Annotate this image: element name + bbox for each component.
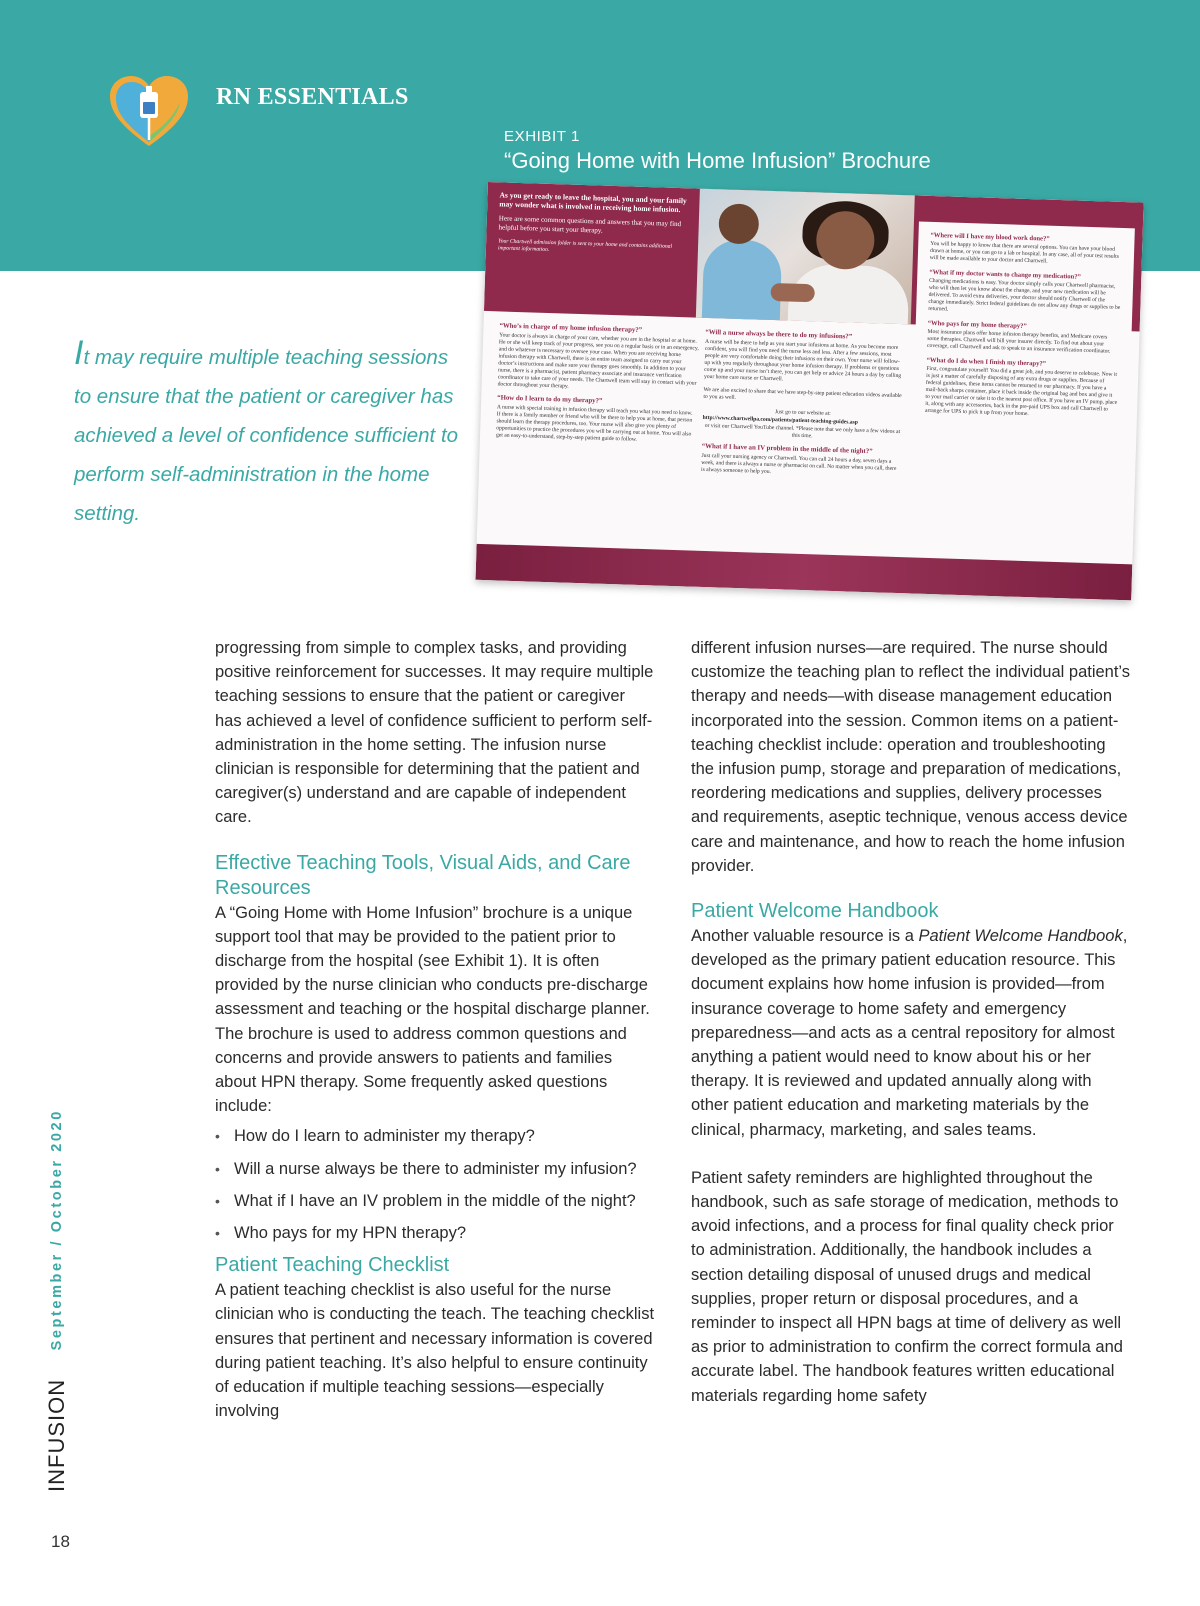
brochure-answer: Just call your nursing agency or Chartwell. You can call 24 hours a day, seven days a week, and there is always a nurse or pharmacist on call. No matter when you call, there is always someone to help you. (700, 452, 897, 476)
body-paragraph (691, 924, 1131, 1142)
list-item: • Who pays for my HPN therapy? (215, 1224, 466, 1243)
body-text: Another valuable resource is a (691, 927, 919, 946)
brochure-answer: You will be happy to know that there are several options. You can have your blood drawn at home, or you can go to a lab or hospital. In any case, all of your test results will be made available to your doctor and Chartwell. (929, 240, 1119, 265)
brochure-answer: Your doctor is always in charge of your care, whether you are in the hospital or at home. He or she will keep track of your progress, see you on a regular basis or in an emergency, and do whatever is necessary to oversee your case. When you are receiving home infusion therapy with Chartwell, there is an entire team assigned to carry out your doctor’s instructions and make sure your therapy goes smoothly. In addition to your nurse, there is a pharmacist, patient pharmacy associate and insurance verification coordinator to take care of your needs. The Chartwell team will stay in contact with your doctor throughout your therapy. (497, 332, 699, 390)
brochure-question: “How do I learn to do my therapy?” (497, 394, 603, 405)
brochure-answer: We are also excited to share that we have step-by-step patient education videos available to you as well. (703, 386, 902, 401)
brochure-question: “What if I have an IV problem in the middle of the night?” (701, 442, 873, 456)
brochure-intro (498, 190, 688, 264)
brochure-intro-text: Here are some common questions and answers that you may find helpful before you start your therapy. (498, 214, 682, 235)
exhibit-title: “Going Home with Home Infusion” Brochure (504, 148, 931, 173)
right-column (691, 636, 1131, 1408)
brochure-answer: First, congratulate yourself! You did a great job, and you deserve to celebrate. Now it is just a matter of carefully disposing of any extra drugs or supplies. Because of federal guidelines, these items cannot be returned to our pharmacy. If you have a mail-back sharps container, place it back inside the original bag and box and give it to your mail carrier or take it to the nearest post office. If you have an IV pump, place it, along with any accessories, back in the pre-paid UPS box and call Chartwell to arrange for UPS to pick it up from your home. (924, 365, 1118, 418)
brochure-col-2 (701, 327, 906, 486)
list-item-text: Will a nurse always be there to administer my infusion? (234, 1159, 637, 1178)
body-paragraph: different infusion nurses—are required. The nurse should customize the teaching plan to reflect the individual patient’s therapy and needs—with disease management education incorporated into the session. Common items on a patient-teaching checklist include: operation and troubleshooting the infusion pump, storage and preparation of medications, reordering medications and supplies, delivery processes and requirements, aseptic technique, venous access device care and maintenance, and how to reach the home infusion provider. (691, 639, 1131, 875)
brochure-question: “Where will I have my blood work done?” (930, 231, 1050, 243)
publication-title: Patient Welcome Handbook (918, 927, 1123, 946)
exhibit-label: EXHIBIT 1 (504, 128, 580, 145)
section-heading: Patient Teaching Checklist (215, 1254, 450, 1277)
brochure-question: “What do I do when I finish my therapy?” (926, 356, 1047, 368)
brochure-question: “Who pays for my home therapy?” (927, 319, 1027, 330)
section-heading: Patient Welcome Handbook (691, 900, 939, 923)
body-paragraph: A patient teaching checklist is also useful for the nurse clinician who is conducting the teach. The teaching checklist ensures that pertinent and necessary information is covered during patient teaching. It’s also helpful to ensure continuity of education if multiple teaching sessions—especially involving (215, 1281, 655, 1421)
brochure-question: “What if my doctor wants to change my medication?” (929, 268, 1081, 281)
faq-list (215, 1124, 655, 1245)
brochure-footer-bar (475, 544, 1132, 601)
pull-quote-initial: I (74, 334, 84, 372)
brochure-photo (696, 189, 915, 325)
body-paragraph: A “Going Home with Home Infusion” brochure is a unique support tool that may be provided to the patient prior to discharge from the hospital (see Exhibit 1). It is often provided by the nurse clinician who conducts pre-discharge assessment and teaching or the hospital discharge planner. The brochure is used to address common questions and concerns and provide answers to patients and families about HPN therapy. Some frequently asked questions include: (215, 903, 650, 1116)
brochure-intro-text: As you get ready to leave the hospital, you and your family may wonder what is involved in receiving home infusion. (499, 190, 687, 215)
list-item-text: Who pays for my HPN therapy? (234, 1224, 466, 1243)
brochure-answer: Changing medications is easy. Your doctor simply calls your Chartwell pharmacist, who will then let you know about the change, and your new medication will be delivered. To avoid extra deliveries, your doctor should notify Chartwell of the change immediately. Strict federal guidelines do not allow any drugs or supplies to be returned. (928, 277, 1121, 313)
brochure-col-1 (496, 320, 700, 451)
body-paragraph: Patient safety reminders are highlighted throughout the handbook, such as safe storage of medication, methods to avoid infections, and a process for final quality check prior to administration. Additionally, the handbook includes a section detailing disposal of unused drugs and medical supplies, proper return or disposal procedures, and a reminder to inspect all HPN bags at time of delivery as well as prior to administration to confirm the correct formula and accurate label. The handbook features written educational materials regarding home safety (691, 1168, 1123, 1405)
list-item: • What if I have an IV problem in the middle of the night? (215, 1191, 636, 1210)
body-paragraph: progressing from simple to complex tasks, and providing positive reinforcement for successes. It may require multiple teaching sessions to ensure that the patient or caregiver has achieved a level of confidence sufficient to perform self-administration in the home setting. The infusion nurse clinician is responsible for determining that the patient and caregiver(s) understand and are capable of independent care. (215, 639, 654, 827)
heart-iv-bag-icon (108, 76, 190, 148)
brochure-answer: or visit our Chartwell YouTube channel. *Please note that we only have a few videos at this time. (704, 422, 901, 440)
brochure-answer: A nurse with special training in infusion therapy will teach you what you need to know. If there is a family member or friend who will be there to help you at home, that person should learn the therapy procedures, too. Your nurse will also give you plenty of opportunities to practice the procedures you will be carrying out at home. You will also get an easy-to-understand, step-by-step patient guide to follow. (495, 404, 693, 443)
brochure-question: “Who’s in charge of my home infusion therapy?” (499, 322, 643, 334)
section-title: RN ESSENTIALS (216, 84, 409, 110)
brochure-answer: Just go to our website at: (774, 409, 831, 417)
section-heading: Effective Teaching Tools, Visual Aids, and Care Resources (215, 851, 631, 899)
brochure-answer: Most insurance plans offer home infusion therapy benefits, and Medicare covers some therapies. Chartwell will bill your insurer directly. To find out about your coverage, call Chartwell and ask to speak to an insurance verification coordinator. (926, 328, 1111, 355)
brochure-col-3 (909, 222, 1135, 547)
running-sidebar (44, 1092, 74, 1492)
body-text: , developed as the primary patient education resource. This document explains how home infusion is provided—from insurance coverage to home safety and emergency preparedness—and acts as a central repository for almost anything a patient would need to know about his or her therapy. It is reviewed and updated annually along with other patient education and marketing materials by the clinical, pharmacy, marketing, and sales teams. (691, 927, 1128, 1139)
pull-quote-text: t may require multiple teaching sessions to ensure that the patient or caregiver has achieved a level of confidence sufficient to perform self-administration in the home setting. (74, 346, 459, 525)
list-item-text: What if I have an IV problem in the middle of the night? (234, 1191, 636, 1210)
brochure-intro-note: Your Chartwell admission folder is sent to your home and contains additional important information. (497, 238, 673, 253)
list-item: • How do I learn to administer my therapy? (215, 1127, 535, 1146)
page-number: 18 (51, 1532, 70, 1551)
brochure-url: http://www.chartwellpa.com/patients/patient-teaching-guides.asp (702, 414, 858, 426)
pull-quote (74, 334, 464, 533)
brochure-question: “Will a nurse always be there to do my infusions?” (705, 328, 853, 341)
issue-date: September / October 2020 (49, 1109, 65, 1351)
left-column (215, 636, 655, 1423)
brochure-image (475, 182, 1143, 600)
brochure-answer: A nurse will be there to help as you start your infusions at home. As you become more confident, you will find you need the nurse less and less. After a few sessions, most people are very comfortable doing their infusions on their own. Your nurse will follow-up with you regularly throughout your home infusion therapy. If problems or questions come up and your nurse isn’t there, you can get help or advice 24 hours a day by calling your home care nurse or Chartwell. (703, 338, 902, 383)
list-item: • Will a nurse always be there to administer my infusion? (215, 1159, 637, 1178)
list-item-text: How do I learn to administer my therapy? (234, 1127, 535, 1146)
journal-logo: INFUSION (44, 1378, 69, 1492)
